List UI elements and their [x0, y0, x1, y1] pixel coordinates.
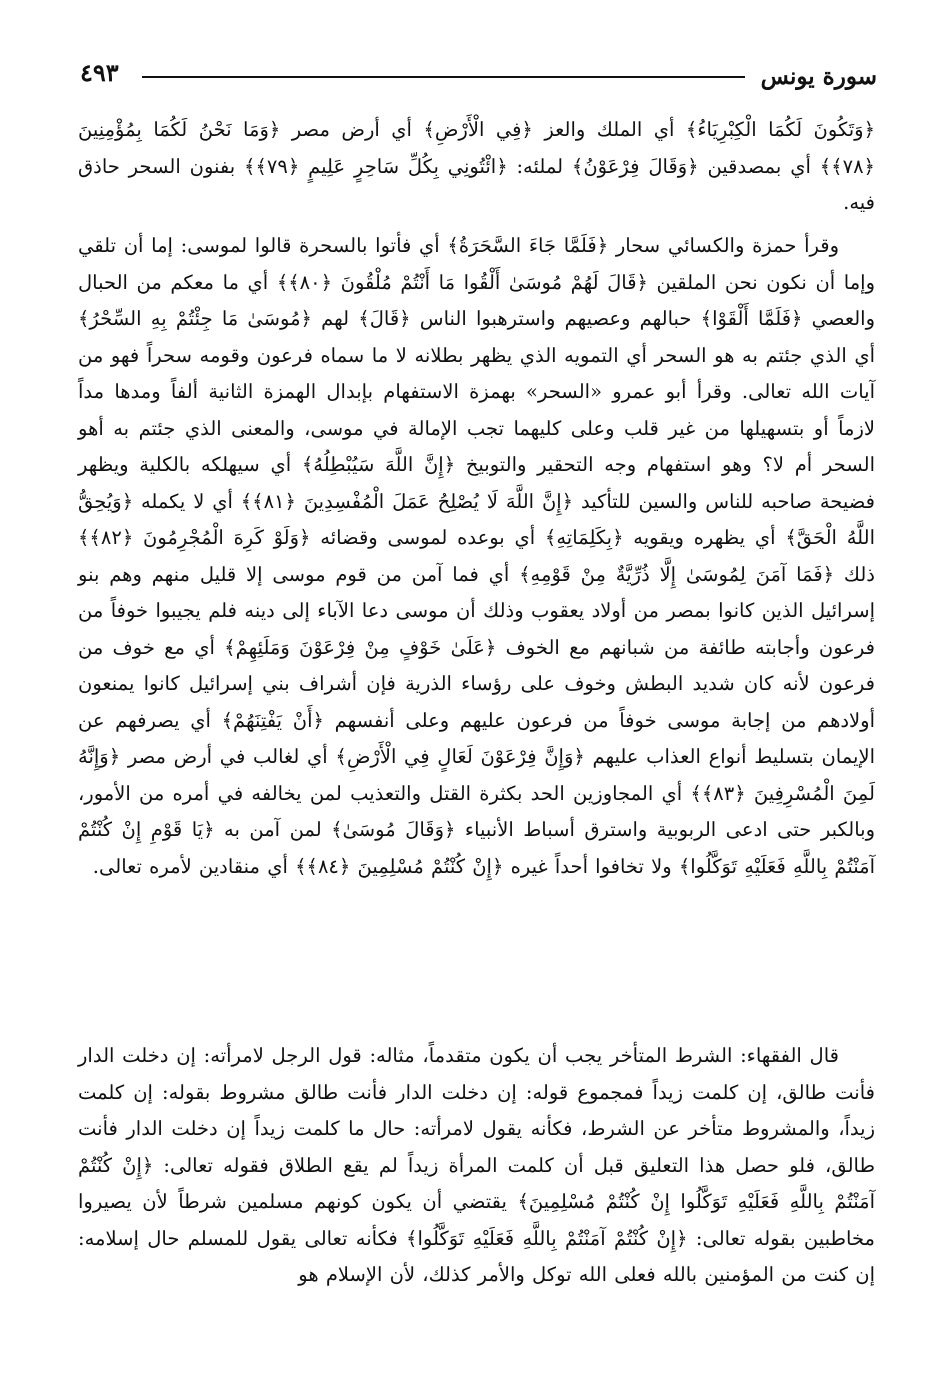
tafsir-paragraph-1	[78, 112, 875, 222]
paragraph-text: قال الفقهاء: الشرط المتأخر يجب أن يكون متقدماً، مثاله: قول الرجل لامرأته: إن دخلت الدار فأنت طالق، إن كلمت زيداً فمجموع قوله: إن دخلت الدار فأنت طالق مشروط بقوله: إن كلمت زيداً، والمشروط متأخر عن الشرط، فكأنه يقول لامرأته: حال ما كلمت زيداً إن دخلت الدار فأنت طالق، فلو حصل هذا التعليق قبل أن كلمت المرأة زيداً لم يقع الطلاق فقوله تعالى: ﴿إِنْ كُنْتُمْ آمَنْتُمْ بِاللَّهِ فَعَلَيْهِ تَوَكَّلُوا إِنْ كُنْتُمْ مُسْلِمِينَ﴾ يقتضي أن يكون كونهم مسلمين شرطاً لأن يصيروا مخاطبين بقوله تعالى: ﴿إِنْ كُنْتُمْ آمَنْتُمْ بِاللَّهِ فَعَلَيْهِ تَوَكَّلُوا﴾ فكأنه تعالى يقول للمسلم حال إسلامه: إن كنت من المؤمنين بالله فعلى الله توكل والأمر كذلك، لأن الإسلام هو	[78, 1044, 875, 1286]
header-rule	[142, 76, 745, 78]
tafsir-paragraph-2	[78, 228, 875, 885]
page-header	[80, 58, 877, 92]
paragraph-text: وقرأ حمزة والكسائي سحار ﴿فَلَمَّا جَاءَ السَّحَرَةُ﴾ أي فأتوا بالسحرة قالوا لموسى: إما أن تلقي وإما أن نكون نحن الملقين ﴿قَالَ لَهُمْ مُوسَىٰ أَلْقُوا مَا أَنْتُمْ مُلْقُونَ ﴿٨٠﴾﴾ أي ما معكم من الحبال والعصي ﴿فَلَمَّا أَلْقَوْا﴾ حبالهم وعصيهم واسترهبوا الناس ﴿قَالَ﴾ لهم ﴿مُوسَىٰ مَا جِئْتُمْ بِهِ السِّحْرُ﴾ أي الذي جئتم به هو السحر أي التمويه الذي يظهر بطلانه لا ما سماه فرعون وقومه سحراً فهو من آيات الله تعالى. وقرأ أبو عمرو «السحر» بهمزة الاستفهام بإبدال الهمزة الثانية ألفاً ومدها مداً لازماً أو بتسهيلها من غير قلب وعلى كليهما تجب الإمالة في موسى، والمعنى الذي جئتم به أهو السحر أم لا؟ وهو استفهام وجه التحقير والتوبيخ ﴿إِنَّ اللَّهَ سَيُبْطِلُهُ﴾ أي سيهلكه بالكلية ويظهر فضيحة صاحبه للناس والسين للتأكيد ﴿إِنَّ اللَّهَ لَا يُصْلِحُ عَمَلَ الْمُفْسِدِينَ ﴿٨١﴾﴾ أي لا يكمله ﴿وَيُحِقُّ اللَّهُ الْحَقَّ﴾ أي يظهره ويقويه ﴿بِكَلِمَاتِهِ﴾ أي بوعده لموسى وقضائه ﴿وَلَوْ كَرِهَ الْمُجْرِمُونَ ﴿٨٢﴾﴾ ذلك ﴿فَمَا آمَنَ لِمُوسَىٰ إِلَّا ذُرِّيَّةٌ مِنْ قَوْمِهِ﴾ أي فما آمن من قوم موسى إلا قليل منهم وهم بنو إسرائيل الذين كانوا بمصر من أولاد يعقوب وذلك أن موسى دعا الآباء إلى دينه فلم يجيبوا خوفاً من فرعون وأجابته طائفة من شبانهم مع الخوف ﴿عَلَىٰ خَوْفٍ مِنْ فِرْعَوْنَ وَمَلَئِهِمْ﴾ أي مع خوف من فرعون لأنه كان شديد البطش وخوف على رؤساء الذرية فإن أشراف بني إسرائيل كانوا يمنعون أولادهم من إجابة موسى خوفاً من فرعون عليهم وعلى أنفسهم ﴿أَنْ يَفْتِنَهُمْ﴾ أي يصرفهم عن الإيمان بتسليط أنواع العذاب عليهم ﴿وَإِنَّ فِرْعَوْنَ لَعَالٍ فِي الْأَرْضِ﴾ أي لغالب في أرض مصر ﴿وَإِنَّهُ لَمِنَ الْمُسْرِفِينَ ﴿٨٣﴾﴾ أي المجاوزين الحد بكثرة القتل والتعذيب لمن يخالفه في أمره من الأمور، وبالكبر حتى ادعى الربوبية واسترق أسباط الأنبياء ﴿وَقَالَ مُوسَىٰ﴾ لمن آمن به ﴿يَا قَوْمِ إِنْ كُنْتُمْ آمَنْتُمْ بِاللَّهِ فَعَلَيْهِ تَوَكَّلُوا﴾ ولا تخافوا أحداً غيره ﴿إِنْ كُنْتُمْ مُسْلِمِينَ ﴿٨٤﴾﴾ أي منقادين لأمره تعالى.	[78, 234, 875, 878]
fiqh-paragraph	[78, 1038, 875, 1294]
surah-title: سورة يونس	[760, 63, 877, 90]
page-number: ٤٩٣	[80, 58, 119, 87]
paragraph-text: ﴿وَتَكُونَ لَكُمَا الْكِبْرِيَاءُ﴾ أي الملك والعز ﴿فِي الْأَرْضِ﴾ أي أرض مصر ﴿وَمَا نَحْنُ لَكُمَا بِمُؤْمِنِينَ ﴿٧٨﴾﴾ أي بمصدقين ﴿وَقَالَ فِرْعَوْنُ﴾ لملئه: ﴿ائْتُونِي بِكُلِّ سَاحِرٍ عَلِيمٍ ﴿٧٩﴾﴾ بفنون السحر حاذق فيه.	[78, 118, 875, 214]
